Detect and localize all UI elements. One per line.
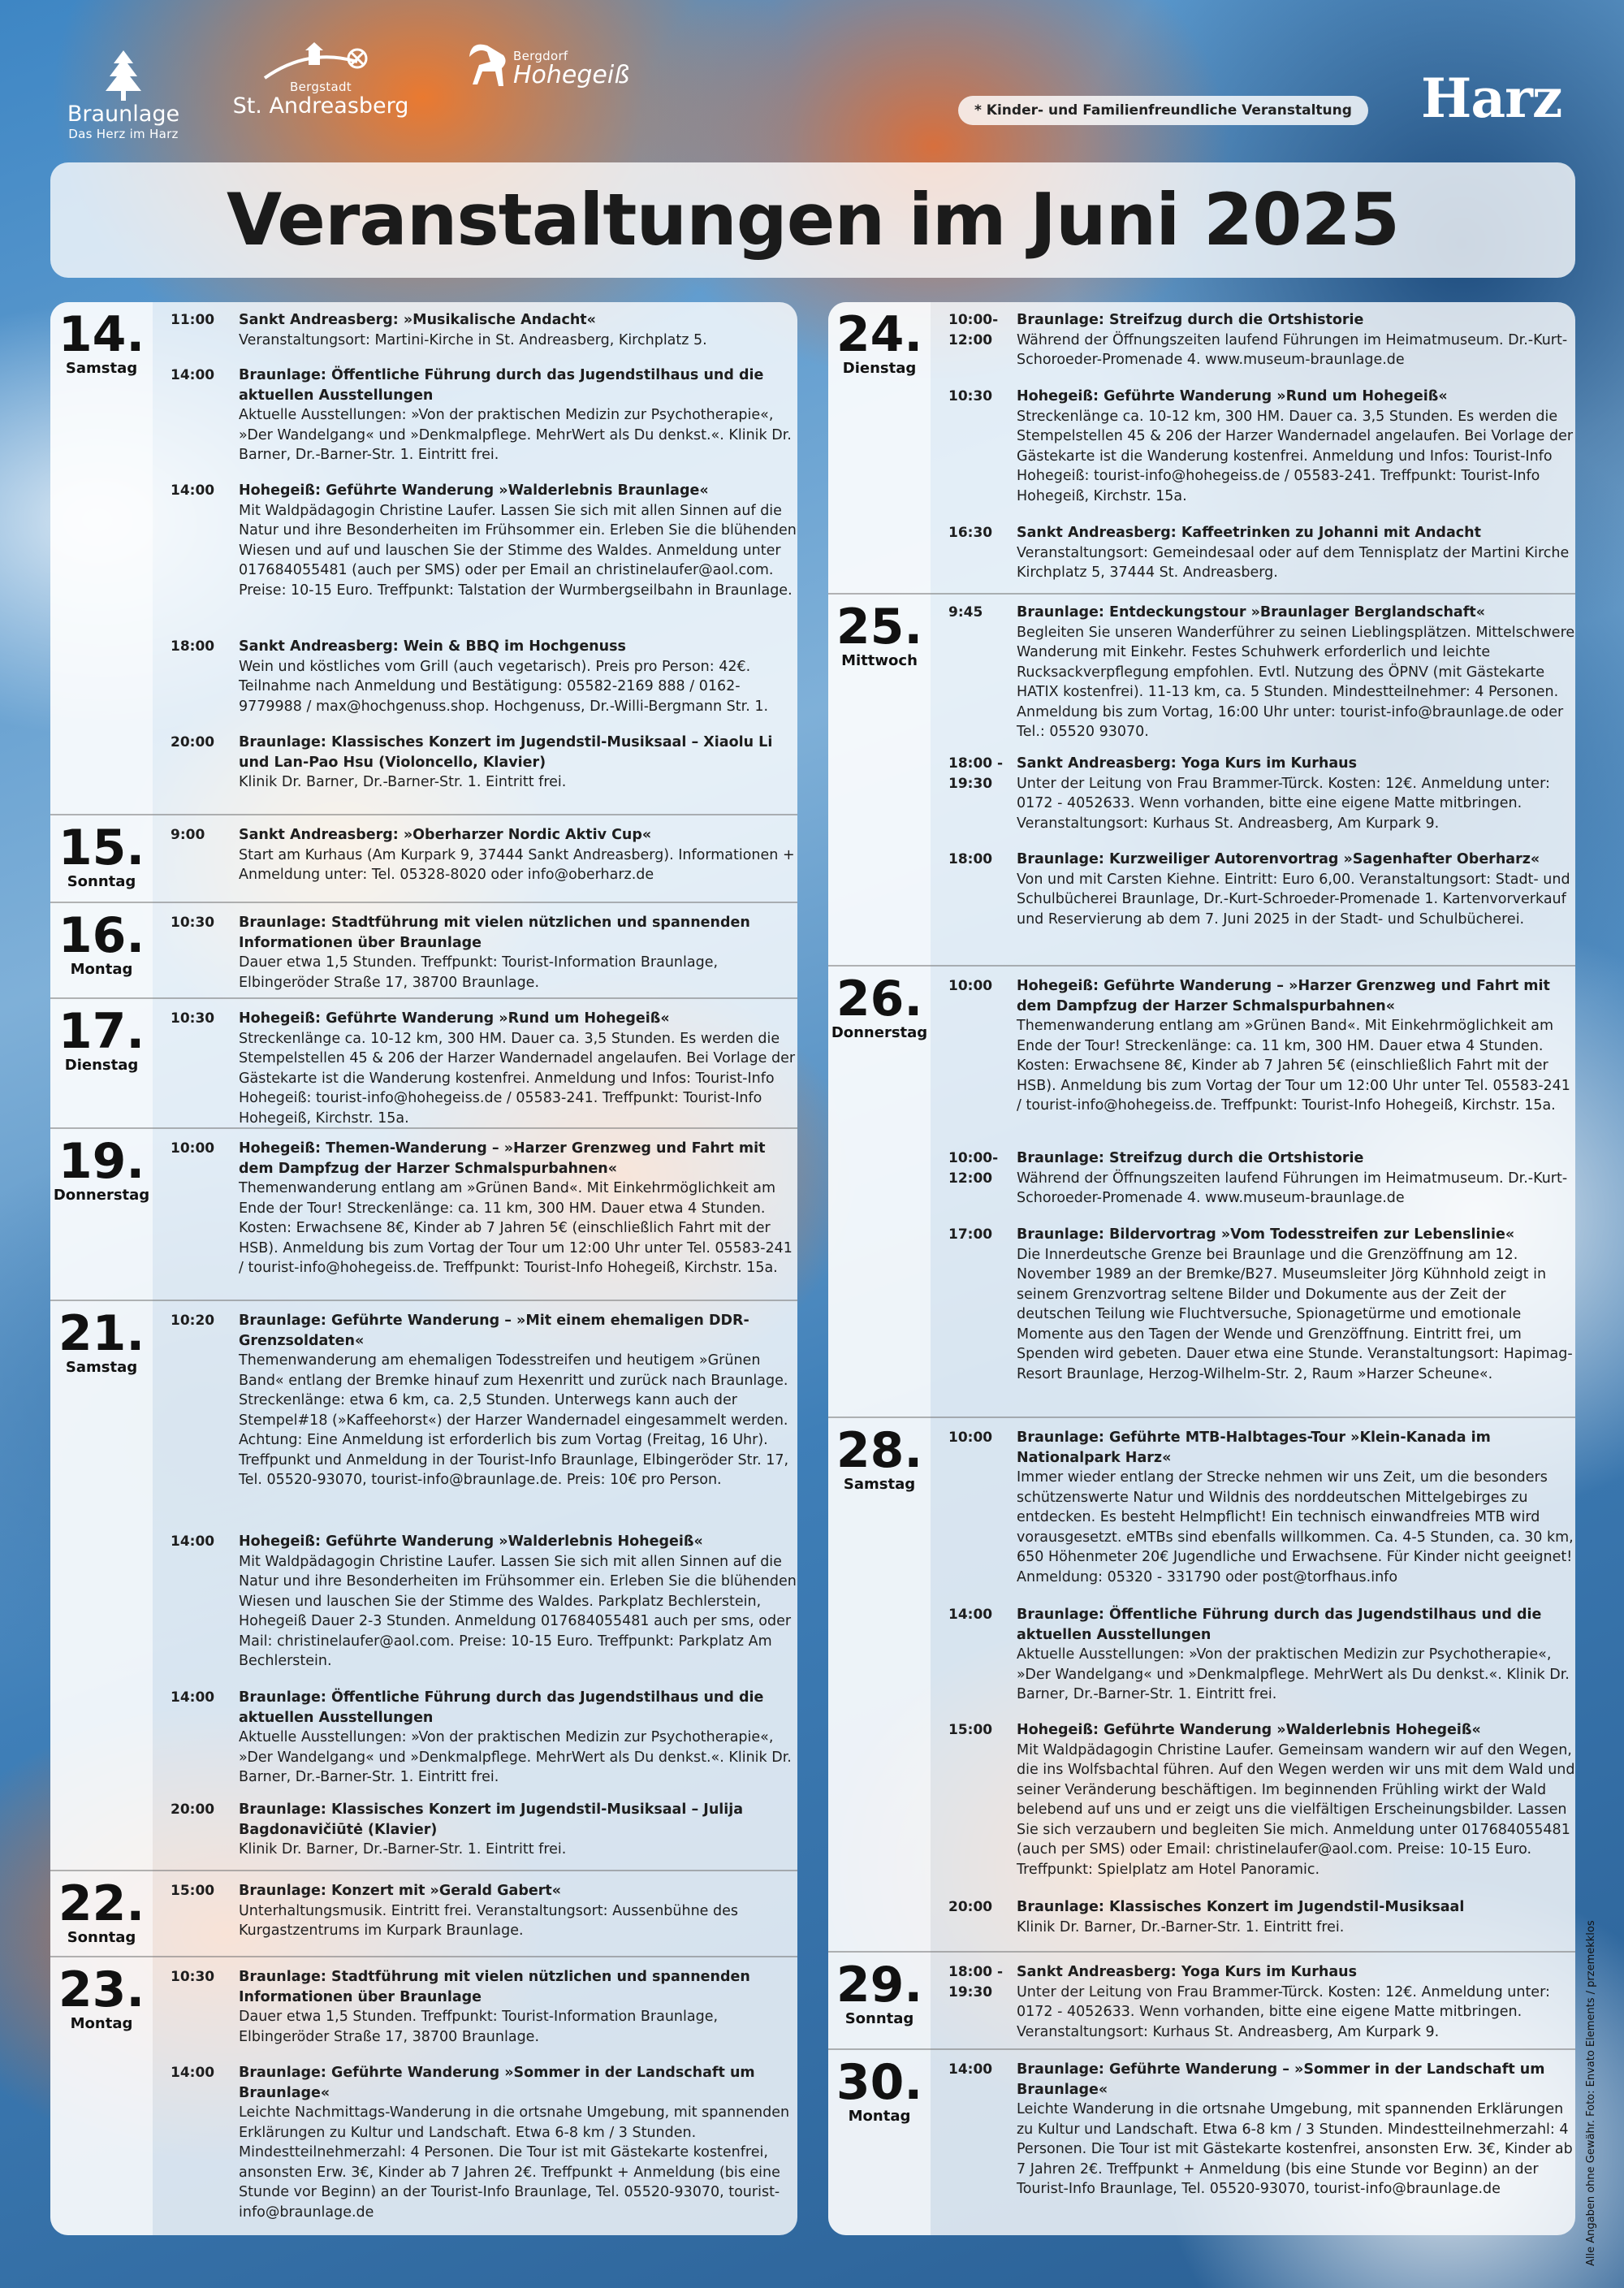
day-number: 22. [58, 1875, 145, 1932]
event-description: Leichte Wanderung in die ortsnahe Umgebung, mit spannenden Erklärungen zu Kultur und Landschaft. Etwa 6-8 km / 3 Stunden. Mindestteilnehmerzahl: 4 Personen. Die Tour ist mit Gästekarte kostenfrei, ansonsten Erw. 3€, Kinder ab 7 Jahren 2€. Treffpunkt + Anmeldung (bis eine Stunde vor Beginn) an der Tourist-Info Braunlage, Tel. 05520-93070, tourist-info@braunlage.de [1017, 2101, 1573, 2197]
event-description: Während der Öffnungszeiten laufend Führungen im Heimatmuseum. Dr.-Kurt-Schoroeder-Promenade 4. www.museum-braunlage.de [1017, 331, 1568, 368]
day-number: 25. [836, 599, 923, 655]
event-body [1017, 2060, 1577, 2199]
event-title: Braunlage: Bildervortrag »Vom Todesstreifen zur Lebenslinie« [1017, 1226, 1515, 1243]
ibex-icon [455, 41, 520, 93]
event-body [239, 1532, 799, 1672]
event-description: Streckenlänge ca. 10-12 km, 300 HM. Dauer ca. 3,5 Stunden. Es werden die Stempelstellen 45 & 206 der Harzer Wandernadel angelaufen. Bei Vorlage der Gästekarte ist die Wanderung kostenfrei. Anmeldung und Infos: Tourist-Info Hohegeiß: tourist-info@hohegeiss.de / 05583-241. Treffpunkt: Tourist-Info Hohegeiß, Kirchstr. 15a. [1017, 408, 1574, 504]
event-title: Braunlage: Entdeckungstour »Braunlager Berglandschaft« [1017, 604, 1486, 621]
event-body [239, 1139, 799, 1278]
event-description: Aktuelle Ausstellungen: »Von der praktischen Medizin zur Psychotherapie«, »Der Wandelgang« und »Denkmalpflege. MehrWert als Du denkst.«. Klinik Dr. Barner, Dr.-Barner-Str. 1. Eintritt frei. [1017, 1646, 1570, 1702]
fir-tree-icon [101, 49, 146, 102]
day-number: 30. [836, 2054, 923, 2111]
andreasberg-logo-name: St. Andreasberg [232, 93, 409, 119]
event-time: 18:00 [171, 638, 215, 655]
day-29 [828, 1951, 1575, 2048]
event-description: Aktuelle Ausstellungen: »Von der praktischen Medizin zur Psychotherapie«, »Der Wandelgang« und »Denkmalpflege. MehrWert als Du denkst.«. Klinik Dr. Barner, Dr.-Barner-Str. 1. Eintritt frei. [239, 1729, 792, 1785]
event-body [1017, 754, 1577, 833]
event-description: Unter der Leitung von Frau Brammer-Türck. Kosten: 12€. Anmeldung unter: 0172 - 4052633. Wenn vorhanden, bitte eine eigene Matte mitbringen. Veranstaltungsort: Kurhaus St. Andreasberg, Am Kurpark 9. [1017, 1983, 1550, 2040]
event-time: 10:00 [171, 1140, 215, 1157]
day-label [828, 595, 931, 669]
event-body [239, 1009, 799, 1128]
day-number: 23. [58, 1961, 145, 2018]
event-title: Braunlage: Stadtführung mit vielen nützlichen und spannenden Informationen über Braunlage [239, 915, 750, 951]
event-title: Sankt Andreasberg: »Musikalische Andacht« [239, 312, 596, 328]
event-time: 20:00 [948, 1899, 993, 1915]
event-title: Hohegeiß: Geführte Wanderung »Walderlebnis Braunlage« [239, 482, 709, 499]
event-body [1017, 1605, 1577, 1705]
event-time: 14:00 [171, 482, 215, 499]
event-time: 20:00 [171, 1801, 215, 1818]
event-body [1017, 1962, 1577, 2042]
day-weekday: Samstag [843, 1476, 916, 1493]
event-body [1017, 1225, 1577, 1384]
event-body [239, 637, 799, 716]
event-time: 9:00 [171, 827, 205, 843]
day-weekday: Sonntag [67, 873, 136, 890]
event-title: Hohegeiß: Geführte Wanderung »Walderlebnis Hohegeiß« [1017, 1722, 1481, 1738]
event-description: Mit Waldpädagogin Christine Laufer. Lassen Sie sich mit allen Sinnen auf die Natur und ihre Besonderheiten im Frühsommer ein. Erleben Sie die blühenden Wiesen und lauschen Sie der Stimme des Waldes. Parkplatz Bechlerstein, Hohegeiß Dauer 2-3 Stunden. Anmeldung 017684055481 auch per sms, oder Mail: christinelaufer@aol.com. Preise: 10-15 Euro. Treffpunkt: Parkplatz Am Bechlerstein. [239, 1553, 797, 1669]
day-19 [50, 1127, 797, 1300]
event-time: 10:30 [171, 1010, 215, 1027]
event-body [1017, 387, 1577, 506]
event-title: Hohegeiß: Geführte Wanderung »Rund um Hohegeiß« [239, 1010, 670, 1027]
day-number: 29. [836, 1957, 923, 2013]
day-14 [50, 302, 797, 814]
event-description: Veranstaltungsort: Gemeindesaal oder auf dem Tennisplatz der Martini Kirche Kirchplatz 5, 37444 St. Andreasberg. [1017, 544, 1570, 581]
day-26 [828, 965, 1575, 1416]
event-title: Sankt Andreasberg: Wein & BBQ im Hochgenuss [239, 638, 626, 655]
andreasberg-logo [227, 42, 414, 119]
event-time: 10:00 [948, 1429, 993, 1446]
event-time: 14:00 [948, 1607, 993, 1623]
event-title: Braunlage: Streifzug durch die Ortshistorie [1017, 312, 1364, 328]
event-title: Braunlage: Öffentliche Führung durch das Jugendstilhaus und die aktuellen Ausstellungen [1017, 1607, 1542, 1643]
event-time: 14:00 [171, 1533, 215, 1550]
event-title: Braunlage: Geführte Wanderung – »Mit einem ehemaligen DDR-Grenzsoldaten« [239, 1313, 749, 1349]
event-time: 9:45 [948, 604, 983, 621]
day-number: 17. [58, 1003, 145, 1060]
day-number: 21. [58, 1305, 145, 1362]
event-title: Braunlage: Kurzweiliger Autorenvortrag »Sagenhafter Oberharz« [1017, 851, 1540, 867]
event-body [1017, 1720, 1577, 1879]
day-label [828, 2050, 931, 2125]
event-body [1017, 523, 1577, 583]
event-title: Sankt Andreasberg: Yoga Kurs im Kurhaus [1017, 755, 1358, 772]
event-title: Braunlage: Streifzug durch die Ortshistorie [1017, 1150, 1364, 1166]
day-weekday: Montag [848, 2108, 911, 2125]
event-title: Braunlage: Öffentliche Führung durch das Jugendstilhaus und die aktuellen Ausstellungen [239, 367, 764, 404]
day-weekday: Samstag [65, 360, 138, 377]
title-banner [50, 162, 1575, 278]
event-description: Aktuelle Ausstellungen: »Von der praktischen Medizin zur Psychotherapie«, »Der Wandelgang« und »Denkmalpflege. MehrWert als Du denkst.«. Klinik Dr. Barner, Dr.-Barner-Str. 1. Eintritt frei. [239, 407, 792, 463]
event-title: Braunlage: Klassisches Konzert im Jugendstil-Musiksaal – Julija Bagdonavičiūtė (Klavier) [239, 1801, 744, 1838]
event-body [239, 733, 799, 793]
day-number: 15. [58, 820, 145, 876]
event-body [1017, 310, 1577, 370]
photo-credit: Alle Angaben ohne Gewähr. Foto: Envato Elements / przemekklos [1585, 1920, 1597, 2266]
day-label [828, 1953, 931, 2027]
day-weekday: Dienstag [64, 1057, 139, 1074]
event-title: Braunlage: Geführte Wanderung »Sommer in der Landschaft um Braunlage« [239, 2065, 755, 2101]
event-time: 16:30 [948, 525, 993, 541]
event-body [239, 1967, 799, 2047]
event-time: 10:00- 12:00 [948, 312, 999, 348]
event-title: Hohegeiß: Geführte Wanderung – »Harzer Grenzweg und Fahrt mit dem Dampfzug der Harzer Schmalspurbahnen« [1017, 978, 1550, 1014]
day-label [828, 1418, 931, 1493]
event-time: 18:00 - 19:30 [948, 1964, 1004, 2000]
event-time: 18:00 [948, 851, 993, 867]
day-number: 28. [836, 1422, 923, 1479]
event-title: Hohegeiß: Geführte Wanderung »Walderlebnis Hohegeiß« [239, 1533, 703, 1550]
event-title: Braunlage: Geführte MTB-Halbtages-Tour »Klein-Kanada im Nationalpark Harz« [1017, 1429, 1491, 1466]
event-description: Wein und köstliches vom Grill (auch vegetarisch). Preis pro Person: 42€. Teilnahme nach Anmeldung und Bestätigung: 05582-2169 888 / 0162-9779988 / max@hochgenuss.shop. Hochgenuss, Dr.-Willi-Bergmann Str. 1. [239, 658, 769, 715]
event-description: Mit Waldpädagogin Christine Laufer. Lassen Sie sich mit allen Sinnen auf die Natur und ihre Besonderheiten im Frühsommer ein. Erleben Sie die blühenden Wiesen und auf und lauschen Sie der Stimme des Waldes. Anmeldung unter 017684055481 (auch per SMS) oder per Email an christinelaufer@aol.com. Preise: 10-15 Euro. Treffpunkt: Talstation der Wurmbergseilbahn in Braunlage. [239, 502, 797, 599]
day-weekday: Dienstag [842, 360, 917, 377]
family-friendly-note: * Kinder- und Familienfreundliche Veranstaltung [958, 96, 1368, 125]
day-number: 14. [58, 306, 145, 363]
event-title: Braunlage: Konzert mit »Gerald Gabert« [239, 1883, 562, 1899]
event-body [239, 913, 799, 993]
event-description: Themenwanderung entlang am »Grünen Band«. Mit Einkehrmöglichkeit am Ende der Tour! Streckenlänge: ca. 11 km, 300 HM. Dauer etwa 4 Stunden. Kosten: Erwachsene 8€, Kinder ab 7 Jahren 5€ (einschließlich Fahrt mit der HSB). Anmeldung bis zum Vortag der Tour um 12:00 Uhr unter Tel. 05583-241 / tourist-info@hohegeiss.de. Treffpunkt: Tourist-Info Hohegeiß, Kirchstr. 15a. [1017, 1018, 1570, 1114]
event-description: Immer wieder entlang der Strecke nehmen wir uns Zeit, um die besonders schützenswerte Natur und Wildnis des norddeutschen Mittelgebirges zu entdecken. Es besteht Helmpflicht! Ein technisch einwandfreies MTB wird vorausgesetzt. eMTBs sind ebenfalls willkommen. Ca. 4-5 Stunden, ca. 30 km, 650 Höhenmeter 20€ Jugendliche und Erwachsene. Für Kinder nicht geeignet! Anmeldung: 05320 - 331790 oder post@torfhaus.info [1017, 1469, 1574, 1585]
page-title: Veranstaltungen im Juni 2025 [227, 178, 1399, 262]
event-title: Braunlage: Stadtführung mit vielen nützlichen und spannenden Informationen über Braunlage [239, 1969, 750, 2005]
braunlage-logo [50, 49, 197, 141]
day-30 [828, 2048, 1575, 2235]
event-time: 10:00- 12:00 [948, 1150, 999, 1187]
day-25 [828, 593, 1575, 965]
event-description: Klinik Dr. Barner, Dr.-Barner-Str. 1. Eintritt frei. [239, 1841, 567, 1858]
day-number: 26. [836, 971, 923, 1027]
event-description: Die Innerdeutsche Grenze bei Braunlage und die Grenzöffnung am 12. November 1989 an der Bremke/B27. Museumsleiter Jörg Kühnhold zeigt in seinem Grenzvortrag seltene Bilder und Dokumente aus der Zeit der deutschen Teilung wie Fluchtversuche, Spionagetürme und emotionale Momente aus den Tagen der Wende und Grenzöffnung. Eintritt frei, um Spenden wird gebeten. Dauer etwa eine Stunde. Veranstaltungsort: Hapimag-Resort Braunlage, Herzog-Wilhelm-Str. 2, Raum »Harzer Scheune«. [1017, 1246, 1573, 1382]
event-time: 15:00 [171, 1883, 215, 1899]
event-body [239, 1311, 799, 1490]
event-time: 14:00 [171, 2065, 215, 2081]
event-description: Mit Waldpädagogin Christine Laufer. Gemeinsam wandern wir auf den Wegen, die ins Wolfsbachtal führen. Auf den Wegen werden wir uns mit dem Wald und seiner Veränderung beschäftigen. Im beginnenden Frühling wirkt der Wald belebend auf uns und er zeigt uns die vielfältigen Erscheinungsbilder. Lassen Sie sich verzaubern und begleiten Sie mich. Anmeldung unter 017684055481 (auch per SMS) oder Email: christinelaufer@aol.com. Preise: 10-15 Euro. Treffpunkt: Spielplatz am Hotel Panoramic. [1017, 1741, 1575, 1878]
day-weekday: Sonntag [67, 1929, 136, 1946]
day-number: 24. [836, 306, 923, 363]
braunlage-logo-name: Braunlage [67, 102, 180, 127]
event-title: Braunlage: Klassisches Konzert im Jugendstil-Musiksaal [1017, 1899, 1465, 1915]
day-17 [50, 997, 797, 1127]
event-description: Themenwanderung am ehemaligen Todesstreifen und heutigem »Grünen Band« entlang der Bremke hinauf zum Hexenritt und zurück nach Braunlage. Streckenlänge: etwa 6 km, ca. 2,5 Stunden. Unterwegs kann auch der Stempel#18 (»Kaffeehorst«) der Harzer Wandernadel eingesammelt werden. Achtung: Eine Anmeldung ist erforderlich bis zum Vortag (Freitag, 16 Uhr). Treffpunkt und Anmeldung in der Tourist-Info Braunlage, Elbingeröder Str. 17, Tel. 05520-93070, tourist-info@braunlage.de. Preis: 10€ pro Person. [239, 1352, 789, 1488]
day-15 [50, 814, 797, 902]
event-time: 10:30 [171, 915, 215, 931]
event-description: Streckenlänge ca. 10-12 km, 300 HM. Dauer ca. 3,5 Stunden. Es werden die Stempelstellen 45 & 206 der Harzer Wandernadel angelaufen. Bei Vorlage der Gästekarte ist die Wanderung kostenfrei. Anmeldung und Infos: Tourist-Info Hohegeiß: tourist-info@hohegeiss.de / 05583-241. Treffpunkt: Tourist-Info Hohegeiß, Kirchstr. 15a. [239, 1030, 796, 1127]
event-description: Leichte Nachmittags-Wanderung in die ortsnahe Umgebung, mit spannenden Erklärungen zu Kultur und Landschaft. Etwa 6-8 km / 3 Stunden. Mindestteilnehmerzahl: 4 Personen. Die Tour ist mit Gästekarte kostenfrei, ansonsten Erw. 3€, Kinder ab 7 Jahren 2€. Treffpunkt + Anmeldung (bis eine Stunde vor Beginn) an der Tourist-Info Braunlage, Tel. 05520-93070, tourist-info@braunlage.de [239, 2104, 790, 2221]
day-label [50, 999, 153, 1074]
day-16 [50, 902, 797, 997]
event-time: 18:00 - 19:30 [948, 755, 1004, 792]
day-weekday: Donnerstag [831, 1024, 928, 1041]
event-body [1017, 603, 1577, 742]
event-description: Klinik Dr. Barner, Dr.-Barner-Str. 1. Eintritt frei. [1017, 1918, 1345, 1936]
day-weekday: Montag [70, 2015, 133, 2032]
andreasberg-logo-prefix: Bergstadt [290, 80, 352, 94]
event-body [239, 310, 799, 350]
event-time: 10:00 [948, 978, 993, 994]
event-description: Dauer etwa 1,5 Stunden. Treffpunkt: Tourist-Information Braunlage, Elbingeröder Straße 17, 38700 Braunlage. [239, 2009, 719, 2045]
event-description: Themenwanderung entlang am »Grünen Band«. Mit Einkehrmöglichkeit am Ende der Tour! Streckenlänge: ca. 11 km, 300 HM. Dauer etwa 4 Stunden. Kosten: Erwachsene 8€, Kinder ab 7 Jahren 5€ (einschließlich Fahrt mit der HSB). Anmeldung bis zum Vortag der Tour um 12:00 Uhr unter Tel. 05583-241 / tourist-info@hohegeiss.de. Treffpunkt: Tourist-Info Hohegeiß, Kirchstr. 15a. [239, 1180, 793, 1276]
event-time: 20:00 [171, 734, 215, 750]
event-body [239, 481, 799, 600]
event-title: Sankt Andreasberg: Kaffeetrinken zu Johanni mit Andacht [1017, 525, 1481, 541]
event-description: Dauer etwa 1,5 Stunden. Treffpunkt: Tourist-Information Braunlage, Elbingeröder Straße 17, 38700 Braunlage. [239, 954, 719, 991]
event-time: 14:00 [171, 367, 215, 383]
event-time: 10:30 [948, 388, 993, 404]
event-description: Start am Kurhaus (Am Kurpark 9, 37444 Sankt Andreasberg). Informationen + Anmeldung unter: Tel. 05328-8020 oder info@oberharz.de [239, 846, 795, 883]
event-time: 14:00 [171, 1689, 215, 1706]
day-number: 19. [58, 1133, 145, 1190]
event-time: 15:00 [948, 1722, 993, 1738]
harz-logo: Harz [1421, 67, 1562, 130]
event-description: Veranstaltungsort: Martini-Kirche in St. Andreasberg, Kirchplatz 5. [239, 331, 707, 348]
day-label [50, 903, 153, 978]
day-label [50, 1957, 153, 2032]
day-label [50, 1871, 153, 1946]
event-title: Braunlage: Klassisches Konzert im Jugendstil-Musiksaal – Xiaolu Li und Lan-Pao Hsu (Violoncello, Klavier) [239, 734, 773, 771]
event-description: Während der Öffnungszeiten laufend Führungen im Heimatmuseum. Dr.-Kurt-Schoroeder-Promenade 4. www.museum-braunlage.de [1017, 1170, 1568, 1206]
day-label [828, 967, 931, 1041]
event-body [1017, 1428, 1577, 1587]
day-21 [50, 1300, 797, 1870]
day-label [828, 302, 931, 377]
event-description: Unterhaltungsmusik. Eintritt frei. Veranstaltungsort: Aussenbühne des Kurgastzentrums im Kurpark Braunlage. [239, 1902, 738, 1939]
day-number: 16. [58, 907, 145, 964]
event-body [239, 365, 799, 465]
day-label [50, 1129, 153, 1204]
event-body [239, 1881, 799, 1941]
day-weekday: Donnerstag [53, 1187, 150, 1204]
day-weekday: Montag [70, 961, 133, 978]
day-weekday: Samstag [65, 1359, 138, 1376]
event-body [1017, 1897, 1577, 1937]
day-label [50, 302, 153, 377]
event-time: 10:30 [171, 1969, 215, 1985]
event-time: 17:00 [948, 1226, 993, 1243]
event-description: Von und mit Carsten Kiehne. Eintritt: Euro 6,00. Veranstaltungsort: Stadt- und Schulbücherei Braunlage, Dr.-Kurt-Schroeder-Promenade 1. Kartenvorverkauf und Reservierung ab dem 7. Juni 2025 in der Stadt- und Schulbücherei. [1017, 871, 1570, 928]
day-weekday: Mittwoch [841, 652, 918, 669]
day-weekday: Sonntag [844, 2010, 914, 2027]
day-24 [828, 302, 1575, 593]
event-description: Klinik Dr. Barner, Dr.-Barner-Str. 1. Eintritt frei. [239, 774, 567, 790]
event-description: Begleiten Sie unseren Wanderführer zu seinen Lieblingsplätzen. Mittelschwere Wanderung mit Einkehr. Festes Schuhwerk erforderlich und leichte Rucksackverpflegung empfohlen. Evtl. Nutzung des ÖPNV (mit Gästekarte HATIX kostenfrei). 11-13 km, ca. 5 Stunden. Mindestteilnehmer: 4 Personen. Anmeldung bis zum Vortag, 16:00 Uhr unter: tourist-info@braunlage.de oder Tel.: 05520 93070. [1017, 624, 1575, 740]
event-time: 11:00 [171, 312, 215, 328]
event-body [1017, 850, 1577, 929]
event-time: 10:20 [171, 1313, 215, 1329]
day-23 [50, 1956, 797, 2235]
day-22 [50, 1870, 797, 1956]
event-title: Sankt Andreasberg: Yoga Kurs im Kurhaus [1017, 1964, 1358, 1980]
event-title: Hohegeiß: Geführte Wanderung »Rund um Hohegeiß« [1017, 388, 1448, 404]
event-body [239, 1800, 799, 1860]
event-body [1017, 1148, 1577, 1209]
braunlage-logo-tagline: Das Herz im Harz [68, 127, 179, 141]
hohegeiss-logo-prefix: Bergdorf [513, 49, 568, 63]
day-28 [828, 1416, 1575, 1951]
event-body [1017, 976, 1577, 1116]
hohegeiss-logo-name: Hohegeiß [513, 61, 630, 89]
hohegeiss-logo [455, 41, 630, 89]
event-body [239, 825, 799, 885]
event-title: Braunlage: Geführte Wanderung – »Sommer in der Landschaft um Braunlage« [1017, 2061, 1545, 2098]
day-label [50, 1301, 153, 1376]
event-title: Braunlage: Öffentliche Führung durch das Jugendstilhaus und die aktuellen Ausstellungen [239, 1689, 764, 1726]
event-time: 14:00 [948, 2061, 993, 2078]
event-description: Unter der Leitung von Frau Brammer-Türck. Kosten: 12€. Anmeldung unter: 0172 - 4052633. Wenn vorhanden, bitte eine eigene Matte mitbringen. Veranstaltungsort: Kurhaus St. Andreasberg, Am Kurpark 9. [1017, 775, 1550, 832]
event-body [239, 2063, 799, 2222]
event-title: Sankt Andreasberg: »Oberharzer Nordic Aktiv Cup« [239, 827, 652, 843]
day-label [50, 815, 153, 890]
mountain-town-icon [260, 42, 382, 80]
event-body [239, 1688, 799, 1788]
event-title: Hohegeiß: Themen-Wanderung – »Harzer Grenzweg und Fahrt mit dem Dampfzug der Harzer Schmalspurbahnen« [239, 1140, 766, 1177]
